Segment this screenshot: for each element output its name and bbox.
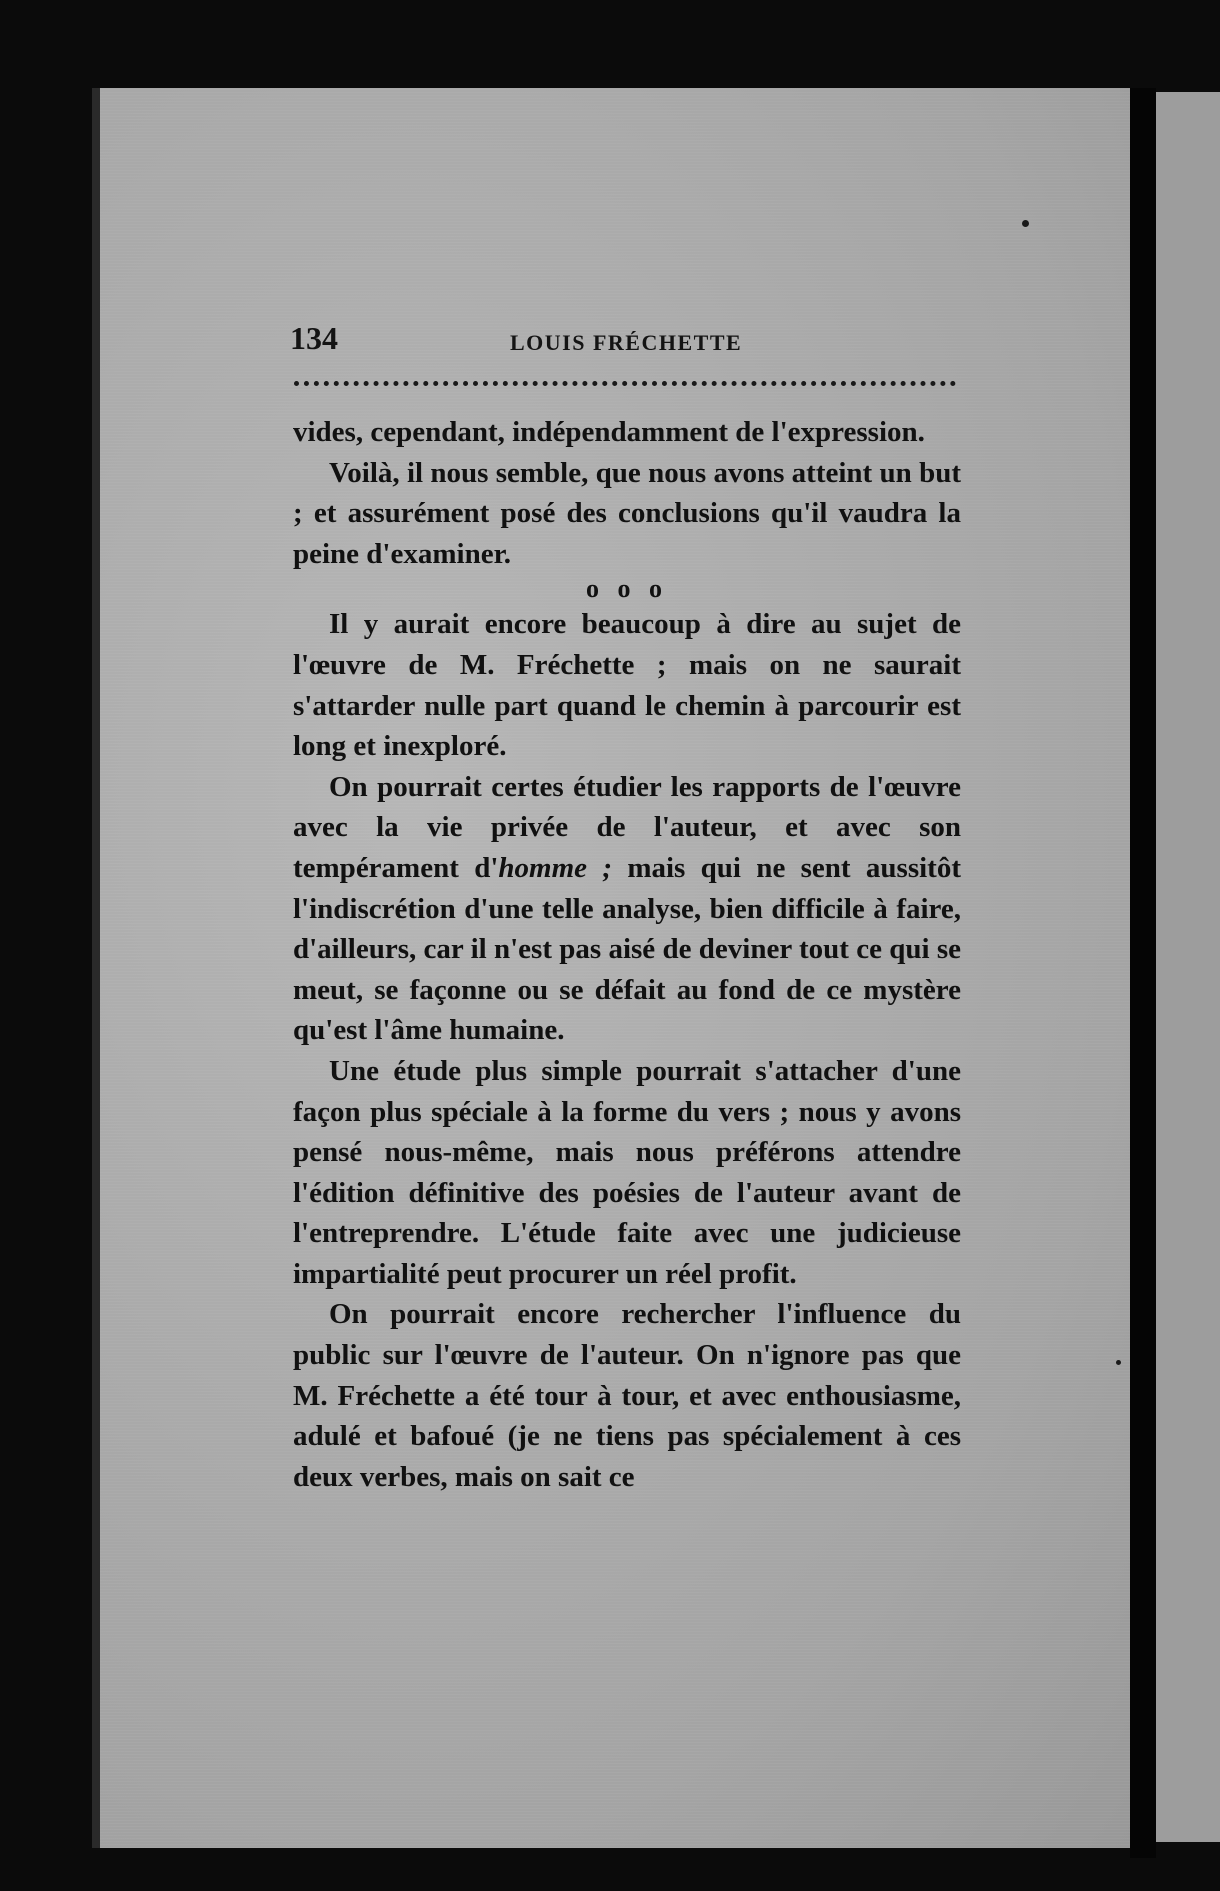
italic-word: homme ; xyxy=(498,851,612,884)
paragraph-text: mais qui ne sent aussitôt l'indiscrétion d'une telle analyse, bien difficile à faire, d'ailleurs, car il n'est pas aisé de deviner tout ce qui se meut, se façonne ou se défait au fond de ce mystère qu'est l'âme humaine. xyxy=(293,851,961,1047)
paragraph-text: On pourrait certes étudier les rapports de l'œuvre avec la vie privée de l'auteur, et avec son tempérament d' xyxy=(293,770,961,884)
scan-speck xyxy=(1116,1360,1121,1365)
page-gutter xyxy=(1130,88,1156,1858)
paragraph: Voilà, il nous semble, que nous avons atteint un but ; et assurément posé des conclusions qu'il vaudra la peine d'examiner. xyxy=(293,456,961,570)
paragraph xyxy=(293,767,961,1051)
facing-page-edge xyxy=(1156,92,1220,1842)
running-title: LOUIS FRÉCHETTE xyxy=(510,330,743,355)
scan-speck xyxy=(1022,220,1029,227)
paragraph: On pourrait encore rechercher l'influence du public sur l'œuvre de l'auteur. On n'ignore pas que M. Fréchette a été tour à tour, et avec enthousiasme, adulé et bafoué (je ne tiens pas spécialement à ces deux verbes, mais on sait ce xyxy=(293,1298,961,1493)
running-header xyxy=(290,320,960,360)
paragraph: Il y aurait encore beaucoup à dire au sujet de l'œuvre de M. Fréchette ; mais on ne saurait s'attarder nulle part quand le chemin à parcourir est long et inexploré. xyxy=(293,608,961,763)
paragraph: Une étude plus simple pourrait s'attacher d'une façon plus spéciale à la forme du vers ; nous y avons pensé nous-même, mais nous préférons attendre l'édition définitive des poésies de l'auteur avant de l'entreprendre. L'étude faite avec une judicieuse impartialité peut procurer un réel profit. xyxy=(293,1054,961,1290)
header-dotted-rule xyxy=(294,381,956,386)
page-body xyxy=(293,412,961,1497)
paragraph-continued: vides, cependant, indépendamment de l'expression. xyxy=(293,416,925,448)
page-number: 134 xyxy=(290,320,338,356)
section-ornament: o o o xyxy=(586,574,668,604)
